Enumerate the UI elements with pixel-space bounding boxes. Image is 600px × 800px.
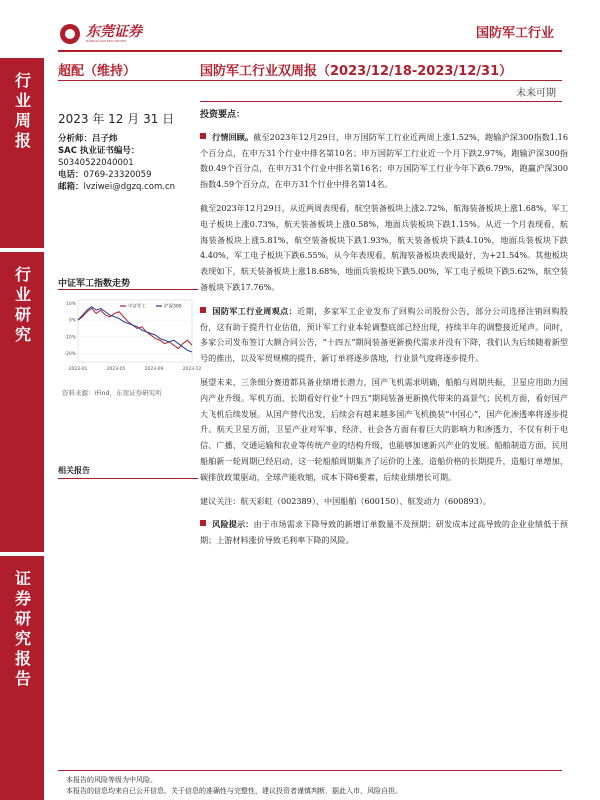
side-band-weekly-text: 行业周报 [12,72,32,152]
analyst-phone-label: 电话： [58,170,84,180]
analyst-info [58,133,198,193]
weekly-view-head: 国防军工行业周观点： [212,305,298,316]
logo-mark-icon [60,24,80,44]
chart-title: 中证军工指数走势 [58,279,131,289]
top-divider [58,50,562,52]
chart-y-tick-label: 0% [68,318,76,324]
brand-name-en: DONGGUAN SECURITIES [86,39,127,43]
side-band-weekly [0,58,44,248]
weekly-view-text: 近期，多家军工企业发布了回购公司股份公告，部分公司选择注销回购股份，这有助于提升行业估值，预计军工行业本轮调整底部已经出现，持续半年的调整接近尾声。同时，多家公司发布签订大额合同公告，“十四五”期间装备更新换代需求并没有下降，我们认为后续随着新型号的推出，以及军贸规模的提升，新订单将逐步落地，行业景气度将逐步提升。 [200,305,568,364]
main-content [200,106,568,557]
chart-y-tick-label: 10% [65,301,76,307]
brand-name: 东莞证券 [86,24,142,40]
investment-points-title: 投资要点： [200,110,246,120]
side-band-research-text: 行业研究 [12,266,32,346]
risk-head: 风险提示： [212,519,254,530]
report-date: 2023 年 12 月 31 日 [58,112,175,126]
recommendation-paragraph: 建议关注：航天彩虹（002389）、中国船舶（600150）、航发动力（600893）。 [200,495,491,506]
rating: 超配（维持） [58,64,137,79]
analyst-name-label: 分析师： [58,134,93,144]
logo-text [86,25,142,43]
bullet-square-icon [200,133,206,139]
footer-disclaimer: 本报告的信息均来自已公开信息，关于信息的准确性与完整性，建议投资者谨慎判断，据此入市，风险自担。 [66,787,402,795]
footer-divider [58,770,562,771]
footer [66,775,402,797]
report-title: 国防军工行业双周报（2023/12/18-2023/12/31） [200,64,513,79]
outlook-paragraph: 展望未来，三条细分赛道都具备业绩增长潜力，国产飞机需求明确，船舶与周期共振，卫星应用助力国内产业升级。军机方面，长期看好行业“十四五”期间装备更新换代带来的高景气；民机方面，看好国产大飞机后续发展。从国产替代出发，后续会有越来越多国产飞机换装“中国心”，国产化渗透率将逐步提升。航天卫星方面，卫星产业对军事、经济、社会各方面有着巨大的影响力和渗透力，不仅有利于电信、广播、交通运输和农业等传统产业的结构升级，也能够加速新兴产业的发展。船舶制造方面，民用船舶新一轮周期已经启动，这一轮船舶周期集齐了运价的上涨，造船价格的长期提升，造船订单增加，碳排放政策驱动，全球产能收缩，成本下降6要素，后续业绩增长可期。 [200,376,568,482]
chart-y-tick-label: -20% [64,352,76,358]
risk-paragraph [200,517,568,549]
sector-performance-paragraph: 截至2023年12月29日，从近两周表现看，航空装备板块上涨2.72%，航海装备板块上涨1.68%，军工电子板块上涨0.73%，航天装备板块上涨0.58%，地面兵装板块下跌1.15%。从近一个月表现看，航海装备板块上涨5.81%，航空装备板块下跌1.93%，航天装备板块下跌4.10%，地面兵装板块下跌4.40%，军工电子板块下跌6.55%。从今年表现看，航海装备板块表现最好，为+21.54%。其他板块表现如下，航天装备板块上涨18.68%，地面兵装板块下跌5.00%，军工电子板块下跌5.62%，航空装备板块下跌17.76%。 [200,202,568,292]
analyst-cert-label: SAC 执业证书编号： [58,146,140,156]
risk-text: 由于市场需求下降导致的新增订单数量不及预期；研发成本过高导致的企业业绩低于预期；上游材料涨价导致毛利率下降的风险。 [200,519,568,546]
chart-x-tick-label: 2023-09 [144,367,164,372]
analyst-cert: S0340522040001 [58,158,134,168]
chart-x-tick-label: 2023-12 [182,367,202,372]
index-trend-chart [58,294,202,376]
side-band-research [0,252,44,552]
bullet-square-icon [200,307,206,313]
brand-logo [60,22,142,46]
weekly-view-paragraph [200,304,568,367]
side-band-securities [0,556,44,800]
footer-risk-level: 本报告的风险等级为中风险。 [66,776,157,784]
chart-y-tick-label: -10% [64,335,76,341]
chart-legend-label: 沪深300 [164,304,182,310]
market-review-head: 行情回顾。 [212,131,254,142]
report-outlook: 未来可期 [516,88,556,99]
chart-divider [58,289,198,290]
chart-series-line-0 [78,308,192,348]
chart-x-tick-label: 2023-01 [68,367,88,372]
chart-legend-label: 中证军工 [128,304,146,310]
related-divider [58,478,198,479]
analyst-phone: 0769-23320059 [83,170,152,180]
bullet-square-icon [200,520,206,526]
outlook-divider [200,101,562,102]
title-divider [58,80,562,81]
market-review-paragraph [200,130,568,193]
chart-series-line-1 [78,307,192,352]
market-review-text: 截至2023年12月29日，申万国防军工行业近两周上涨1.52%，跑输沪深300指数1.16个百分点，在申万31个行业中排名第10名；申万国防军工行业近一个月下跌2.97%，跑输沪深300指数0.49个百分点，在申万31个行业中排名第16名；申万国防军工行业今年下跌6.79%，跑赢沪深300指数4.59个百分点，在申万31个行业中排名第14名。 [200,131,568,190]
analyst-email[interactable]: lvziwei@dgzq.com.cn [83,182,176,192]
chart-source: 资料来源：iFind，东莞证券研究所 [62,389,162,397]
analyst-email-label: 邮箱： [58,182,84,192]
side-band-securities-text: 证券研究报告 [12,570,32,690]
industry-label: 国防军工行业 [475,26,554,41]
chart-x-tick-label: 2023-05 [106,367,126,372]
related-reports-title: 相关报告 [58,466,90,475]
analyst-name: 吕子炜 [92,134,118,144]
